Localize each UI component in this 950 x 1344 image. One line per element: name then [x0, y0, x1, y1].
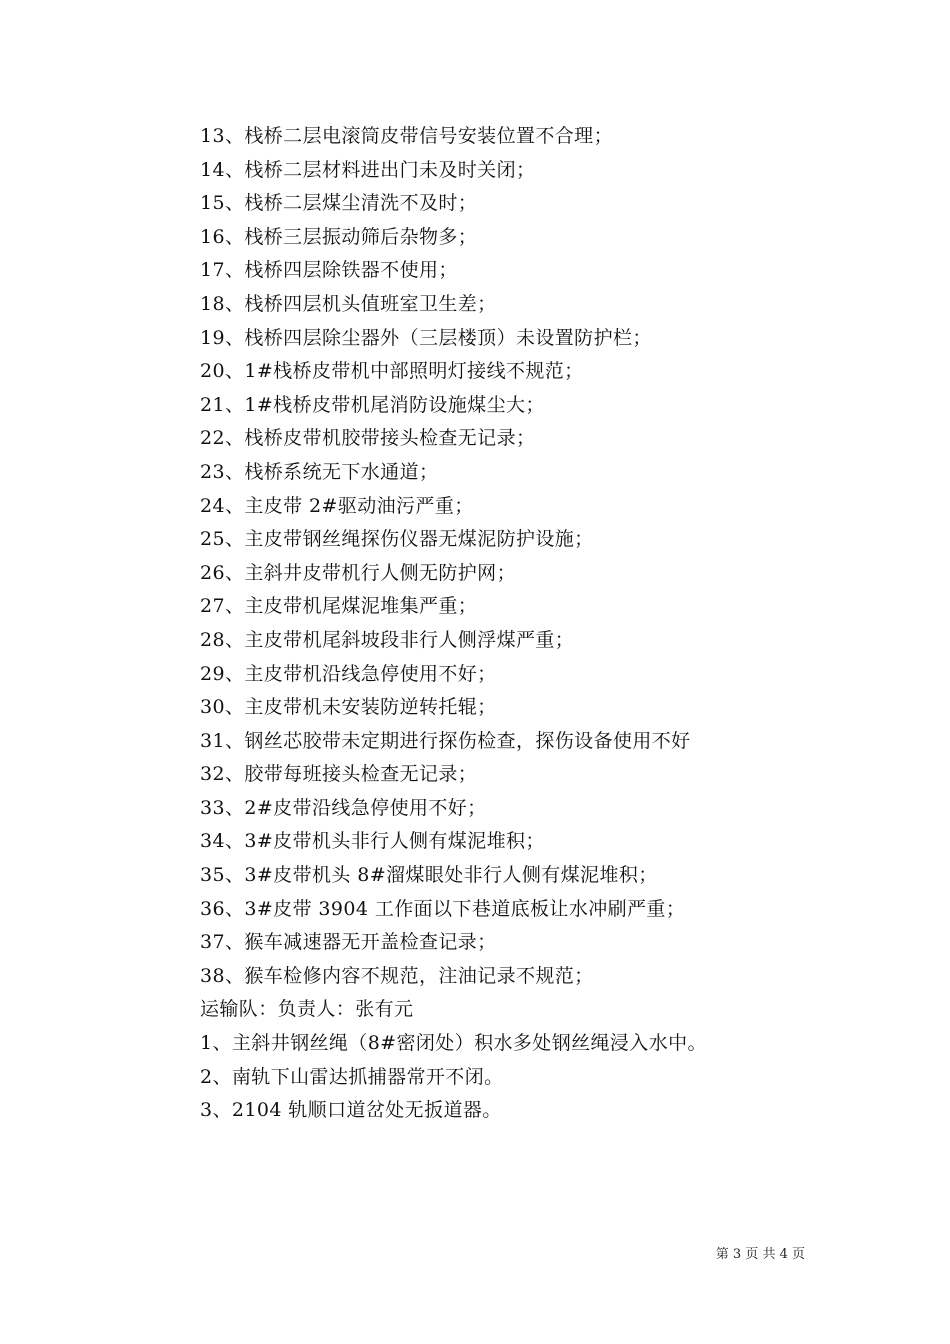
list-item: 36、3#皮带 3904 工作面以下巷道底板让水冲刷严重； [200, 897, 686, 920]
list-item: 35、3#皮带机头 8#溜煤眼处非行人侧有煤泥堆积； [200, 864, 658, 887]
list-item: 13、栈桥二层电滚筒皮带信号安装位置不合理； [200, 125, 613, 147]
list-item: 19、栈桥四层除尘器外（三层楼顶）未设置防护栏； [200, 326, 652, 349]
list-item: 18、栈桥四层机头值班室卫生差； [200, 292, 497, 315]
list-item: 20、1#栈桥皮带机中部照明灯接线不规范； [200, 360, 584, 383]
list-item: 23、栈桥系统无下水通道； [200, 460, 439, 483]
list-item: 16、栈桥三层振动筛后杂物多； [200, 225, 478, 248]
list-item: 31、钢丝芯胶带未定期进行探伤检查，探伤设备使用不好 [200, 729, 691, 752]
section-heading: 运输队：负责人：张有元 [200, 998, 414, 1021]
list-item: 33、2#皮带沿线急停使用不好； [200, 796, 487, 819]
list-item: 3、2104 轨顺口道岔处无扳道器。 [200, 1099, 502, 1122]
list-item: 14、栈桥二层材料进出门未及时关闭； [200, 158, 536, 181]
list-item: 17、栈桥四层除铁器不使用； [200, 259, 458, 282]
list-item: 25、主皮带钢丝绳探伤仪器无煤泥防护设施； [200, 528, 594, 551]
list-item: 34、3#皮带机头非行人侧有煤泥堆积； [200, 830, 545, 853]
list-item: 24、主皮带 2#驱动油污严重； [200, 494, 474, 517]
list-item: 1、主斜井钢丝绳（8#密闭处）积水多处钢丝绳浸入水中。 [200, 1032, 707, 1055]
list-item: 15、栈桥二层煤尘清洗不及时； [200, 192, 478, 215]
list-item: 37、猴车减速器无开盖检查记录； [200, 931, 497, 954]
list-item: 32、胶带每班接头检查无记录； [200, 763, 478, 786]
list-item: 2、南轨下山雷达抓捕器常开不闭。 [200, 1065, 504, 1088]
page-number: 第 3 页 共 4 页 [715, 1247, 805, 1262]
document-body [200, 120, 840, 1128]
list-item: 28、主皮带机尾斜坡段非行人侧浮煤严重； [200, 628, 575, 651]
list-item: 38、猴车检修内容不规范，注油记录不规范； [200, 964, 594, 987]
list-item: 27、主皮带机尾煤泥堆集严重； [200, 595, 478, 618]
list-item: 21、1#栈桥皮带机尾消防设施煤尘大； [200, 393, 545, 416]
list-item: 22、栈桥皮带机胶带接头检查无记录； [200, 427, 536, 450]
list-item: 30、主皮带机未安装防逆转托辊； [200, 696, 497, 719]
list-item: 26、主斜井皮带机行人侧无防护网； [200, 561, 516, 584]
list-item: 29、主皮带机沿线急停使用不好； [200, 662, 497, 685]
